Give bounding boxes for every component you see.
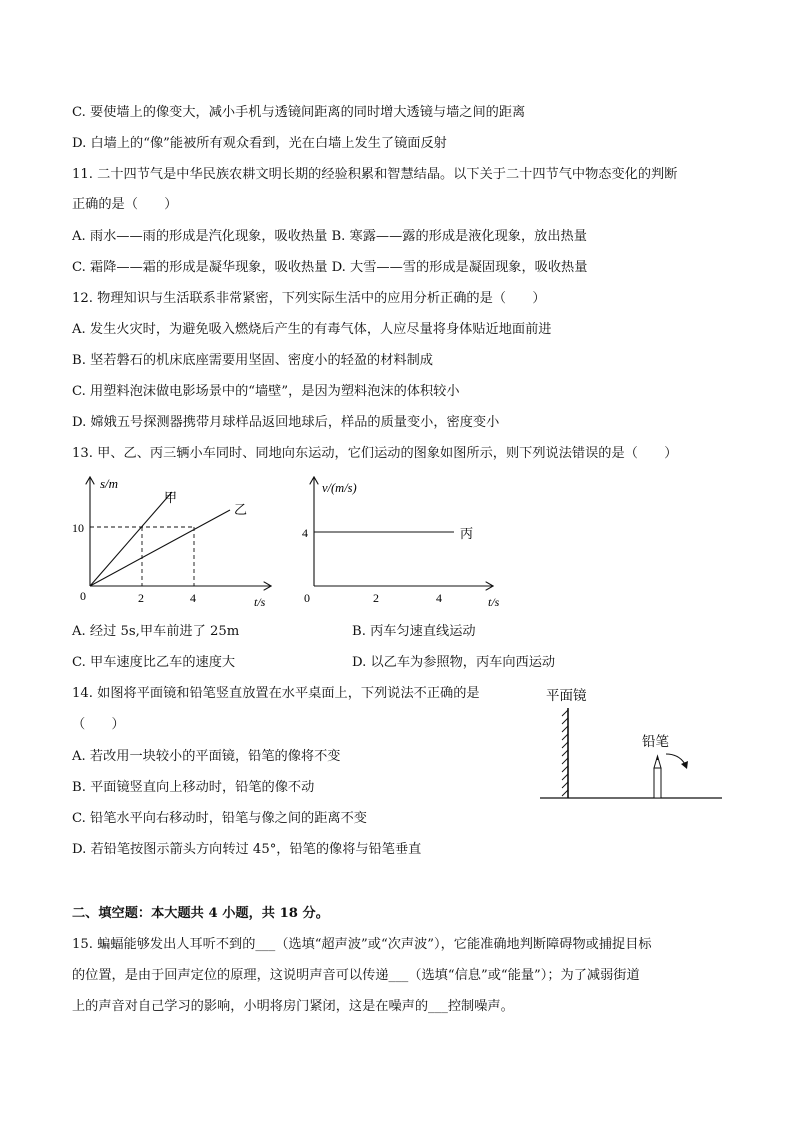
graph1-xtick-4: 4: [190, 591, 196, 605]
graph2-xtick-2: 2: [373, 591, 379, 605]
q12-option-a: A. 发生火灾时，为避免吸入燃烧后产生的有毒气体，人应尽量将身体贴近地面前进: [72, 322, 552, 337]
q14-option-d: D. 若铅笔按图示箭头方向转过 45°，铅笔的像将与铅笔垂直: [72, 842, 422, 857]
graph1-ytick-10: 10: [72, 521, 84, 535]
graph1-origin: 0: [80, 589, 86, 603]
q13-stem: 13. 甲、乙、丙三辆小车同时、同地向东运动，它们运动的图象如图所示，则下列说法错误的是（ ）: [72, 446, 678, 461]
graph2-ylabel: v/(m/s): [322, 481, 357, 495]
q15-line3: 上的声音对自己学习的影响，小明将房门紧闭，这是在噪声的___控制噪声。: [72, 999, 514, 1014]
graph2-xlabel: t/s: [488, 595, 500, 609]
q11-stem-line2: 正确的是（ ）: [72, 197, 178, 212]
graph2-origin: 0: [304, 591, 310, 605]
q11-options-cd: C. 霜降——霜的形成是凝华现象，吸收热量 D. 大雪——雪的形成是凝固现象，吸收热量: [72, 260, 588, 275]
q12-option-d: D. 嫦娥五号探测器携带月球样品返回地球后，样品的质量变小，密度变小: [72, 415, 500, 430]
graph2-ytick-4: 4: [302, 526, 308, 540]
q15-line2: 的位置，是由于回声定位的原理，这说明声音可以传递___（选填“信息”或“能量”）；为了减弱街道: [72, 968, 640, 983]
graph1-ylabel: s/m: [100, 476, 119, 491]
graph2-label-bing: 丙: [460, 526, 474, 541]
q12-option-b: B. 坚若磐石的机床底座需要用坚固、密度小的轻盈的材料制成: [72, 353, 433, 368]
q11-options-ab: A. 雨水——雨的形成是汽化现象，吸收热量 B. 寒露——露的形成是液化现象，放出热量: [72, 229, 587, 244]
q14-stem-line1: 14. 如图将平面镜和铅笔竖直放置在水平桌面上，下列说法不正确的是: [72, 686, 480, 701]
q14-option-a: A. 若改用一块较小的平面镜，铅笔的像将不变: [72, 749, 341, 764]
section2-title: 二、填空题：本大题共 4 小题，共 18 分。: [72, 906, 329, 921]
q11-stem-line1: 11. 二十四节气是中华民族农耕文明长期的经验积累和智慧结晶。以下关于二十四节气中物态变化的判断: [72, 167, 678, 182]
q15-line1: 15. 蝙蝠能够发出人耳听不到的___（选填“超声波”或“次声波”），它能准确地判断障碍物或捕捉目标: [72, 937, 652, 952]
graph1-xtick-2: 2: [138, 591, 144, 605]
q14-stem-line2: （ ）: [72, 717, 125, 732]
q13-option-c: C. 甲车速度比乙车的速度大: [72, 655, 236, 670]
q13-option-a: A. 经过 5s,甲车前进了 25m: [72, 624, 240, 639]
q10-option-c: C. 要使墙上的像变大，减小手机与透镜间距离的同时增大透镜与墙之间的距离: [72, 105, 526, 120]
q13-graph-vt: [294, 472, 506, 614]
q14-option-c: C. 铅笔水平向右移动时，铅笔与像之间的距离不变: [72, 811, 367, 826]
mirror-label: 平面镜: [546, 688, 587, 703]
pencil-icon: [654, 756, 661, 798]
q13-option-b: B. 丙车匀速直线运动: [352, 624, 476, 639]
pencil-label: 铅笔: [642, 734, 669, 749]
graph1-label-yi: 乙: [234, 502, 248, 517]
q14-mirror-pencil-figure: [530, 680, 730, 810]
q14-option-b: B. 平面镜竖直向上移动时，铅笔的像不动: [72, 780, 315, 795]
q13-graph-st: [66, 472, 276, 614]
q12-stem: 12. 物理知识与生活联系非常紧密，下列实际生活中的应用分析正确的是（ ）: [72, 291, 546, 306]
graph1-xlabel: t/s: [254, 595, 266, 609]
q10-option-d: D. 白墙上的“像”能被所有观众看到，光在白墙上发生了镜面反射: [72, 136, 447, 151]
graph1-label-jia: 甲: [164, 490, 178, 505]
graph2-xtick-4: 4: [436, 591, 442, 605]
q12-option-c: C. 用塑料泡沫做电影场景中的“墙壁”，是因为塑料泡沫的体积较小: [72, 384, 460, 399]
q13-option-d: D. 以乙车为参照物，丙车向西运动: [352, 655, 556, 670]
